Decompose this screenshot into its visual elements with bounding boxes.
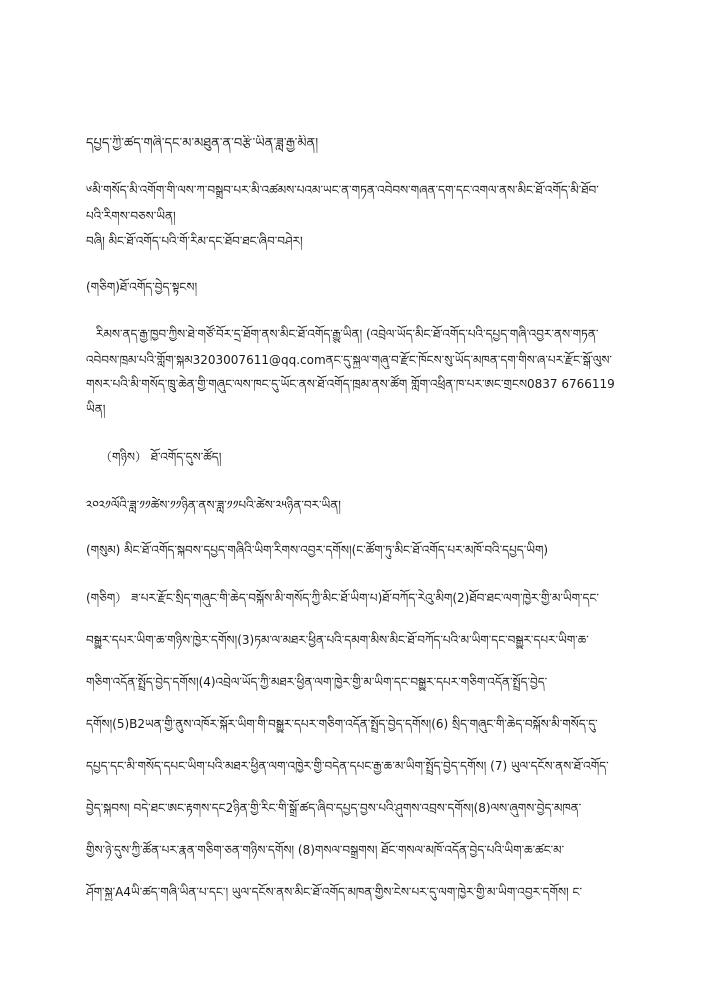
body-line: གཅིག་འདོན་སྤྲོད་བྱེད་དགོས།(4)འབྲེལ་ཡོད་ཀྱི་མཐར་ཕྱིན་ལག་ཁྱེར་གྱི་མ་ཡིག་དང་བསྒྱུར་དཔར་གཅིག་འདོན་སྤྲོད་བྱེད་ bbox=[86, 675, 548, 689]
section-heading: དཔྱད་ཀྱི་ཚད་གཞི་དང་མ་མཐུན་ན་བརྩི་ཡིན་ཟླ་རྒྱ་མིན། bbox=[86, 136, 319, 151]
section-heading: བཞི། མིང་ཐོ་འགོད་པའི་གོ་རིམ་དང་ཐོབ་ཐང་ཞིབ་བཤེར། bbox=[86, 234, 303, 248]
subsection-heading: （གཉིས） ཐོ་འགོད་དུས་ཚོད། bbox=[100, 450, 222, 464]
body-line: པའི་རིགས་བཅས་ཡིན། bbox=[86, 209, 176, 223]
subsection-heading: (གསུམ) མིང་ཐོ་འགོད་སྐབས་དཔྱད་གཞིའི་ཡིག་རིགས་འབྱར་དགོས།(ང་ཚོག་ཏུ་མིང་ཐོ་འགོད་པར་མཁོ་བའི་དཔྱད་ཡིག) bbox=[86, 543, 549, 557]
body-line: གྱིས་ཉེ་དུས་ཀྱི་ཚོན་པར་རྣན་གཅིག་ཅན་གཉིས་དགོས། (8)གསལ་བསྒྲགས། ཐོང་གསལ་མཁོ་འདོན་བྱེད་པའི་ཡིག་ཆ་ཚང་མ་ bbox=[86, 843, 565, 857]
body-line: (གཅིག） ཟ་པར་རྫོང་སྲིད་གཞུང་གི་ཆེད་བསྐོས་མི་གསོད་ཀྱི་མིང་ཐོ་ཡིག་པ)ཐོ་བཀོད་རེའུ་མིག(2)ཐོབ་ཐང་ལག་ཁྱེར་གྱི་མ་ཡིག་དང་ bbox=[86, 591, 599, 605]
subsection-heading: (གཅིག)ཐོ་འགོད་བྱེད་སྟངས། bbox=[86, 280, 198, 294]
body-line: ༦མི་གསོད་མི་འགོག་གི་ལས་ཀ་བསྒྲུབ་པར་མི་འཚམས་པའམ་ཡང་ན་གཏན་འབེབས་གཞན་དག་དང་འགལ་ནས་མིང་ཐོ་འགོད་མི་ཐོབ་ bbox=[86, 183, 599, 197]
body-line: ༢༠༢༡ལོའི་ཟླ་༡༡ཚེས་༡༡ཉིན་ནས་ཟླ་༡༡པའི་ཚེས་༢༥ཉིན་བར་ཡིན། bbox=[86, 498, 341, 512]
body-line: འབེབས་ཁྲམ་པའི་གློག་སྐམ3203007611@qq.comནང་དུ་སྐྱལ་གཞུ་བ་རྫོང་ཁོངས་སུ་ཡོད་མཁན་དག་གིས་ཞ་པར་རྫོང་སྒོ་ལུས་ bbox=[86, 353, 612, 367]
body-line: ཡིན། bbox=[86, 402, 106, 416]
body-line: བྱེད་སྐབས། བདེ་ཐང་ཨང་རྟགས་དང2ཉིན་གྱི་རིང་གི་སྒྲོ་ཚད་ཞིབ་དཔྱད་བྱས་པའི་ཤུགས་འབྲས་དགོས།(8)ལས་ཞུགས་བྱེད་མཁན་ bbox=[86, 801, 582, 815]
body-line: དཔྱད་དང་མི་གསོད་དཔང་ཡིག་པའི་མཐར་ཕྱིན་ལག་འཁྱེར་གྱི་བདེན་དཔང་རྒྱ་ཆ་མ་ཡིག་སྤྲོད་བྱེད་དགོས། (7) ཡུལ་དངོས་ནས་ཐོ་འགོད་ bbox=[86, 759, 609, 773]
body-line: ཤོག་སྐྱ་A4ཡི་ཚད་གཞི་ཡིན་པ་དང་། ཡུལ་དངོས་ནས་མིང་ཐོ་འགོད་མཁན་གྱིས་ངེས་པར་དུ་ལག་ཁྱེར་གྱི་མ་ཡིག་འབྱར་དགོས། ང་ bbox=[86, 885, 582, 899]
body-line: རིམས་ནད་རྒྱ་ཁྱབ་ཀྱིས་ཐེ་གཙོ་བོར་དྲ་ཐོག་ནས་མིང་ཐོ་འགོད་རྒྱུ་ཡིན། (འབྲེལ་ཡོད་མིང་ཐོ་འགོད་པའི་དཔྱད་གཞི་འབྱར་ནས་གཏན་ bbox=[96, 327, 599, 341]
body-line: གསར་པའི་མི་གསོད་ཁྲུ་ཆེན་གྱི་གཞུང་ལས་ཁང་དུ་ཡོང་ནས་ཐོ་འགོད་ཁྲམ་ནས་ཚོག གློག་འཕྲིན་ཁ་པར་ཨང་གྲངས0837 6766119 bbox=[86, 377, 615, 391]
body-line: དགོས།(5)B2ཡན་གྱི་ནུས་འཁོར་སྐོར་ཡིག་གི་བསྒྱུར་དཔར་གཅིག་འདོན་སྤྲོད་བྱེད་དགོས།(6) སྲིད་གཞུང་གི་ཆེད་བསྐོས་མི་གསོད་དུ་ bbox=[86, 717, 598, 731]
body-line: བསྒྱུར་དཔར་ཡིག་ཆ་གཉིས་ཁྱེར་དགོས།(3)ཏམ་ལ་མཐར་ཕྱིན་པའི་དམག་མིས་མིང་ཐོ་བཀོད་པའི་མ་ཡིག་དང་བསྒྱུར་དཔར་ཡིག་ཆ་ bbox=[86, 633, 589, 647]
